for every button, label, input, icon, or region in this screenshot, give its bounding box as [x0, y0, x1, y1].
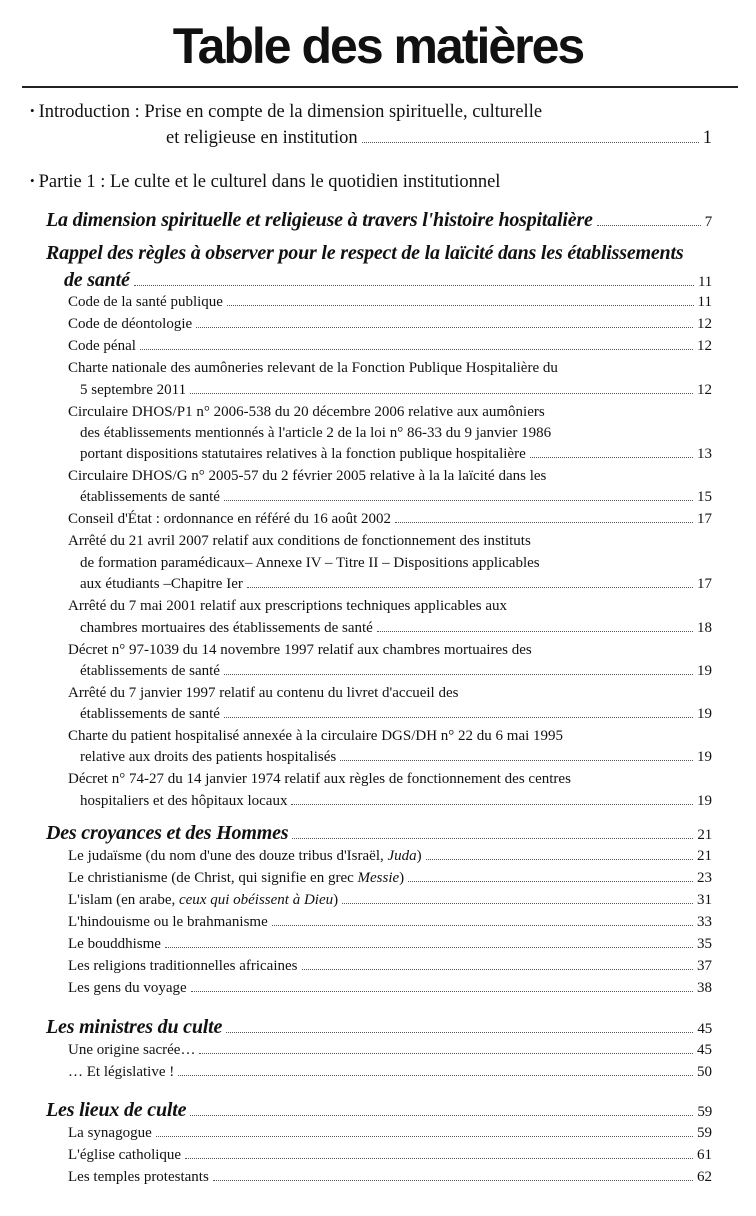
- toc-entry-label: Le christianisme (de Christ, qui signifie en grec Messie): [68, 870, 405, 886]
- leader-dots: [190, 1115, 693, 1116]
- page-number: 35: [697, 936, 712, 952]
- toc-entry: [80, 663, 712, 680]
- toc-entry-label: Décret n° 97-1039 du 14 novembre 1997 relatif aux chambres mortuaires des: [68, 642, 532, 658]
- toc-entry: [68, 848, 712, 865]
- toc-entry-label: Une origine sacrée…: [68, 1042, 196, 1058]
- toc-entry: [80, 382, 712, 399]
- toc-entry: [64, 269, 712, 292]
- toc-entry-label: Les temples protestants: [68, 1169, 209, 1185]
- toc-entry-line: [46, 242, 746, 265]
- leader-dots: [213, 1180, 693, 1181]
- page-number: 19: [697, 706, 712, 722]
- page-number: 11: [697, 274, 712, 290]
- page-title: Table des matières: [172, 18, 584, 74]
- toc-entry: [80, 446, 712, 463]
- toc-entry-label: Code de la santé publique: [68, 294, 223, 310]
- toc-entry: [80, 706, 712, 723]
- toc-entry: [68, 914, 712, 931]
- page-number: 62: [697, 1169, 712, 1185]
- toc-entry: [68, 1042, 712, 1059]
- leader-dots: [190, 393, 693, 394]
- toc-entry-label: établissements de santé: [80, 663, 220, 679]
- page-number: 12: [697, 338, 712, 354]
- toc-entry-label: et religieuse en institution: [166, 128, 358, 148]
- toc-entry-label: … Et législative !: [68, 1064, 175, 1080]
- toc-entry-line: [68, 685, 718, 702]
- toc-entry: [68, 338, 712, 355]
- toc-entry-line: [30, 102, 655, 123]
- toc-entry-label: L'islam (en arabe, ceux qui obéissent à Dieu): [68, 892, 339, 908]
- toc-entry-label: Arrêté du 21 avril 2007 relatif aux conditions de fonctionnement des instituts: [68, 533, 531, 549]
- toc-entry-label: établissements de santé: [80, 489, 220, 505]
- toc-entry-label: Les gens du voyage: [68, 980, 187, 996]
- page-number: 18: [697, 620, 712, 636]
- page-number: 21: [697, 827, 712, 843]
- toc-entry-label: 5 septembre 2011: [80, 382, 187, 398]
- toc-entry-label: Code pénal: [68, 338, 136, 354]
- leader-dots: [530, 457, 693, 458]
- leader-dots: [224, 717, 693, 718]
- toc-entry: [46, 209, 712, 232]
- leader-dots: [185, 1158, 693, 1159]
- toc-entry-label: Circulaire DHOS/P1 n° 2006-538 du 20 décembre 2006 relative aux aumôniers: [68, 404, 545, 420]
- leader-dots: [342, 903, 693, 904]
- bullet-icon: •: [30, 173, 35, 188]
- toc-entry-label: de formation paramédicaux– Annexe IV – Titre II – Dispositions applicables: [80, 555, 540, 571]
- leader-dots: [302, 969, 693, 970]
- leader-dots: [140, 349, 693, 350]
- toc-entry-label: Conseil d'État : ordonnance en référé du 16 août 2002: [68, 511, 392, 527]
- page-number: 38: [697, 980, 712, 996]
- toc-entry-line: [68, 642, 718, 659]
- page-number: 19: [697, 663, 712, 679]
- page-number: 15: [697, 489, 712, 505]
- leader-dots: [227, 305, 694, 306]
- toc-entry: [68, 980, 712, 997]
- toc-entry-label: L'hindouisme ou le brahmanisme: [68, 914, 268, 930]
- toc-entry-line: [80, 555, 730, 572]
- page-number: 45: [697, 1042, 712, 1058]
- page-number: 17: [697, 511, 712, 527]
- leader-dots: [292, 838, 693, 839]
- leader-dots: [291, 804, 693, 805]
- toc-entry-line: [68, 598, 718, 615]
- toc-entry: [68, 316, 712, 333]
- toc-entry-label: Le judaïsme (du nom d'une des douze tribus d'Israël, Juda): [68, 848, 422, 864]
- toc-entry: [68, 936, 712, 953]
- toc-entry-line: [68, 360, 718, 377]
- leader-dots: [247, 587, 693, 588]
- toc-entry: [46, 1016, 712, 1039]
- leader-dots: [134, 285, 694, 286]
- page-number: 19: [697, 793, 712, 809]
- page-number: 12: [697, 382, 712, 398]
- toc-entry-label: Les ministres du culte: [46, 1016, 223, 1038]
- toc-entry: [80, 793, 712, 810]
- toc-entry-label: Le bouddhisme: [68, 936, 161, 952]
- leader-dots: [226, 1032, 693, 1033]
- toc-entry-label: Des croyances et des Hommes: [46, 822, 289, 844]
- leader-dots: [199, 1053, 693, 1054]
- leader-dots: [196, 327, 693, 328]
- toc-entry: [68, 294, 712, 311]
- toc-entry: [46, 822, 712, 845]
- toc-entry-line: [68, 533, 718, 550]
- toc-entry-label: La synagogue: [68, 1125, 152, 1141]
- toc-entry-label: chambres mortuaires des établissements de santé: [80, 620, 373, 636]
- page-number: 23: [697, 870, 712, 886]
- toc-entry: [68, 870, 712, 887]
- toc-entry: [68, 1169, 712, 1186]
- page-number: 37: [697, 958, 712, 974]
- toc-entry: [68, 958, 712, 975]
- leader-dots: [395, 522, 693, 523]
- toc-entry-label: de santé: [64, 269, 130, 291]
- page-number: 59: [697, 1104, 712, 1120]
- page-number: 19: [697, 749, 712, 765]
- leader-dots: [224, 500, 693, 501]
- toc-entry-label: des établissements mentionnés à l'article 2 de la loi n° 86-33 du 9 janvier 1986: [80, 425, 552, 441]
- toc-entry-label: établissements de santé: [80, 706, 220, 722]
- leader-dots: [408, 881, 693, 882]
- page-number: 61: [697, 1147, 712, 1163]
- toc-entry: [68, 511, 712, 528]
- toc-entry: [80, 576, 712, 593]
- leader-dots: [191, 991, 693, 992]
- page-number: 7: [704, 214, 712, 230]
- toc-entry: [68, 892, 712, 909]
- page-number: 31: [697, 892, 712, 908]
- toc-entry-label: portant dispositions statutaires relatives à la fonction publique hospitalière: [80, 446, 526, 462]
- leader-dots: [377, 631, 693, 632]
- toc-entry-label: Les religions traditionnelles africaines: [68, 958, 298, 974]
- leader-dots: [224, 674, 693, 675]
- page-number: 13: [697, 446, 712, 462]
- toc-entry-label: Charte du patient hospitalisé annexée à la circulaire DGS/DH n° 22 du 6 mai 1995: [68, 728, 564, 744]
- toc-entry-label: Les lieux de culte: [46, 1099, 187, 1121]
- bullet-icon: •: [30, 103, 35, 118]
- page-number: 11: [697, 294, 712, 310]
- toc-entry-label: Rappel des règles à observer pour le respect de la laïcité dans les établissements: [46, 242, 684, 264]
- toc-entry: [46, 1099, 712, 1122]
- toc-entry-label: L'église catholique: [68, 1147, 182, 1163]
- toc-entry-line: [68, 728, 718, 745]
- leader-dots: [156, 1136, 693, 1137]
- leader-dots: [362, 142, 699, 143]
- leader-dots: [165, 947, 693, 948]
- toc-entry: [80, 489, 712, 506]
- toc-entry-line: [80, 425, 730, 442]
- page-number: 59: [697, 1125, 712, 1141]
- toc-entry: [68, 1064, 712, 1081]
- toc-entry-line: [68, 771, 718, 788]
- toc-entry-label: Décret n° 74-27 du 14 janvier 1974 relatif aux règles de fonctionnement des centres: [68, 771, 571, 787]
- toc-entry-label: Arrêté du 7 mai 2001 relatif aux prescriptions techniques applicables aux: [68, 598, 508, 614]
- toc-entry: [80, 749, 712, 766]
- page-number: 50: [697, 1064, 712, 1080]
- toc-entry-label: • Partie 1 : Le culte et le culturel dans le quotidien institutionnel: [30, 172, 501, 192]
- page-number: 17: [697, 576, 712, 592]
- toc-entry-line: [68, 404, 718, 421]
- toc-entry-label: • Introduction : Prise en compte de la dimension spirituelle, culturelle: [30, 102, 543, 122]
- toc-entry-label: Charte nationale des aumôneries relevant de la Fonction Publique Hospitalière du: [68, 360, 558, 376]
- page-number: 21: [697, 848, 712, 864]
- page-number: 12: [697, 316, 712, 332]
- toc-entry-line: [30, 172, 730, 193]
- toc-entry: [68, 1147, 712, 1164]
- toc-entry-label: Circulaire DHOS/G n° 2005-57 du 2 février 2005 relative à la la laïcité dans les: [68, 468, 547, 484]
- leader-dots: [426, 859, 693, 860]
- leader-dots: [340, 760, 693, 761]
- page-number: 1: [702, 128, 712, 148]
- toc-entry: [68, 1125, 712, 1142]
- toc-entry-label: La dimension spirituelle et religieuse à travers l'histoire hospitalière: [46, 209, 593, 231]
- toc-entry: [166, 128, 712, 149]
- toc-entry: [80, 620, 712, 637]
- toc-entry-label: aux étudiants –Chapitre Ier: [80, 576, 243, 592]
- leader-dots: [272, 925, 693, 926]
- page-number: 45: [697, 1021, 712, 1037]
- toc-entry-label: hospitaliers et des hôpitaux locaux: [80, 793, 288, 809]
- toc-entry-line: [68, 468, 718, 485]
- page-number: 33: [697, 914, 712, 930]
- toc-entry-label: relative aux droits des patients hospitalisés: [80, 749, 337, 765]
- leader-dots: [597, 225, 701, 226]
- leader-dots: [178, 1075, 693, 1076]
- toc-entry-label: Arrêté du 7 janvier 1997 relatif au contenu du livret d'accueil des: [68, 685, 459, 701]
- toc-entry-label: Code de déontologie: [68, 316, 193, 332]
